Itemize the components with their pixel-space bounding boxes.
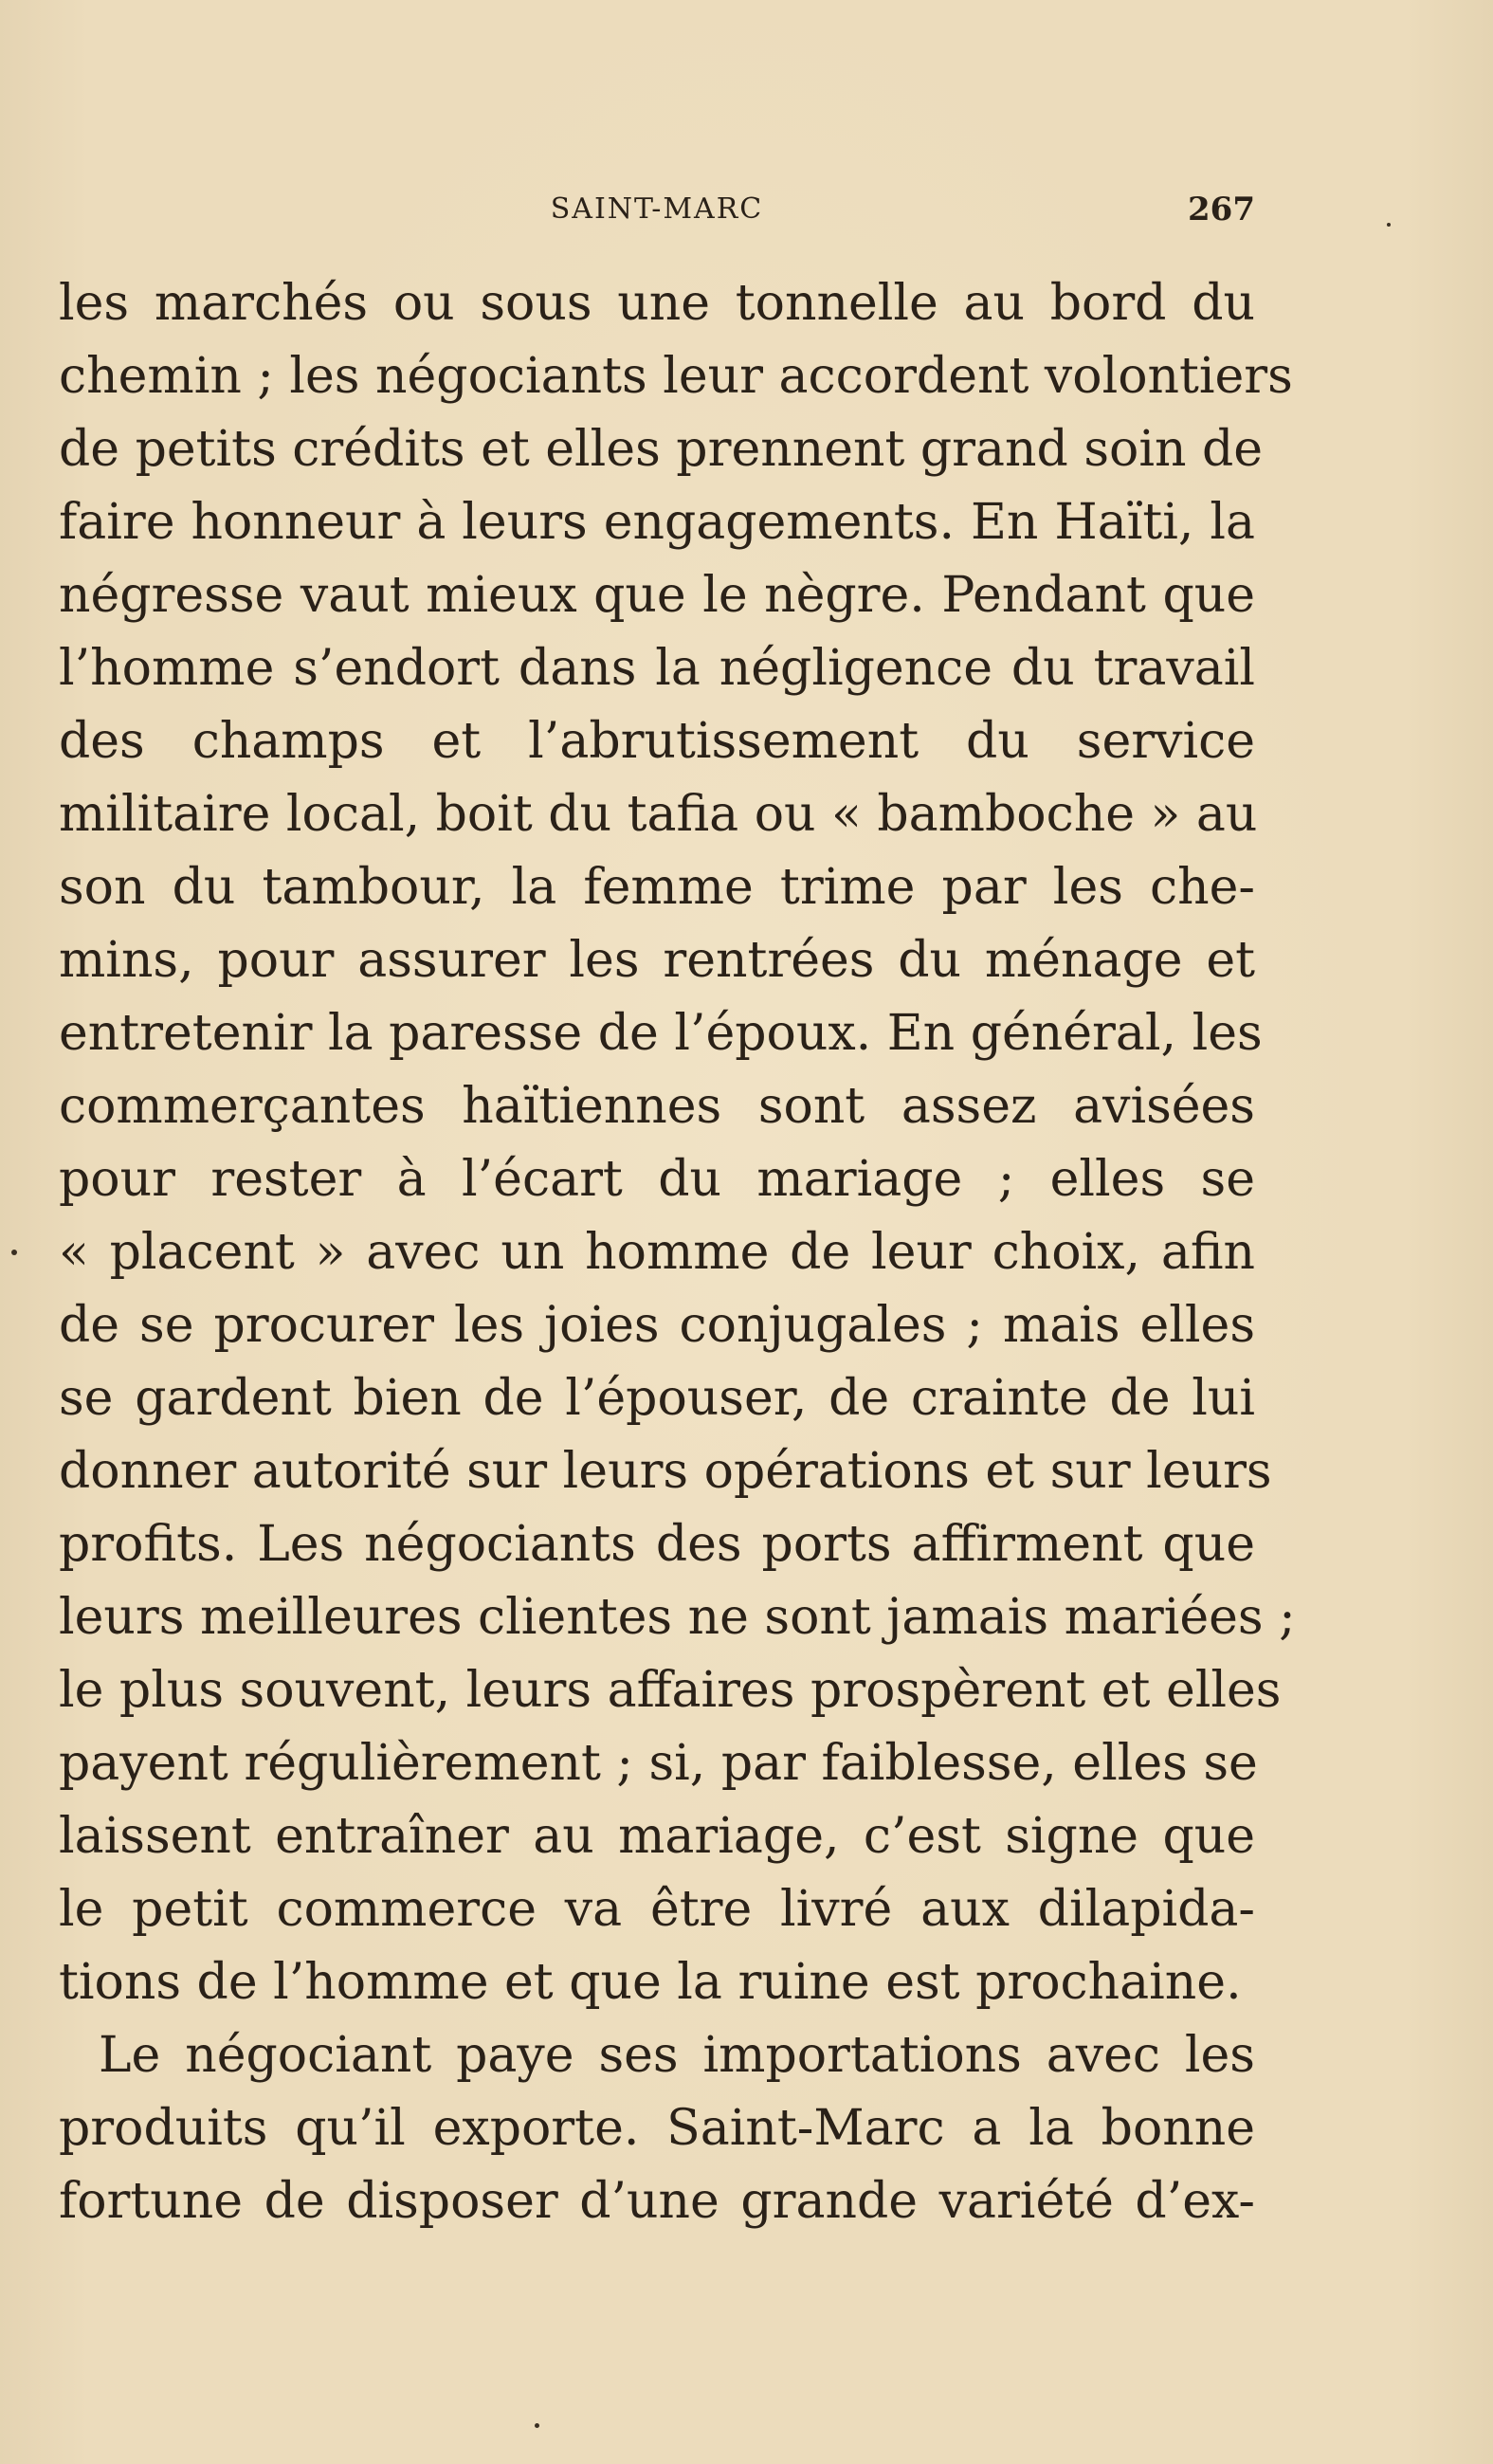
text-line: produits qu’il exporte. Saint-Marc a la bonne <box>59 2100 1255 2157</box>
text-line: leurs meilleures clientes ne sont jamais mariées ; <box>59 1589 1296 1646</box>
text-line: laissent entraîner au mariage, c’est signe que <box>59 1808 1255 1865</box>
text-line: profits. Les négociants des ports affirment que <box>59 1516 1255 1573</box>
text-line: les marchés ou sous une tonnelle au bord du <box>59 275 1255 332</box>
text-line: militaire local, boit du tafia ou « bamboche » au <box>59 786 1258 843</box>
text-line: le petit commerce va être livré aux dilapida- <box>59 1881 1255 1938</box>
text-line: son du tambour, la femme trime par les che- <box>59 859 1255 916</box>
text-line: commerçantes haïtiennes sont assez avisées <box>59 1078 1255 1135</box>
text-line: se gardent bien de l’épouser, de crainte de lui <box>59 1370 1255 1427</box>
text-line: négresse vaut mieux que le nègre. Pendant que <box>59 567 1255 624</box>
text-line: faire honneur à leurs engagements. En Haïti, la <box>59 494 1255 551</box>
text-line: payent régulièrement ; si, par faiblesse, elles se <box>59 1735 1258 1792</box>
text-line: des champs et l’abrutissement du service <box>59 713 1255 770</box>
margin-speck <box>11 1250 17 1255</box>
text-line: entretenir la paresse de l’époux. En général, les <box>59 1005 1263 1062</box>
text-line: le plus souvent, leurs affaires prospèrent et elles <box>59 1662 1282 1719</box>
margin-speck <box>535 2423 539 2428</box>
text-line: de se procurer les joies conjugales ; mais elles <box>59 1297 1255 1354</box>
body-text <box>59 267 1296 2238</box>
running-title: SAINT-MARC <box>550 192 764 226</box>
text-line: tions de l’homme et que la ruine est prochaine. <box>59 1954 1242 2011</box>
paragraph-start-line: Le négociant paye ses importations avec les <box>99 2027 1255 2084</box>
text-line: donner autorité sur leurs opérations et sur leurs <box>59 1443 1272 1500</box>
text-line: l’homme s’endort dans la négligence du travail <box>59 640 1255 697</box>
text-line: chemin ; les négociants leur accordent volontiers <box>59 348 1293 405</box>
text-line: de petits crédits et elles prennent grand soin de <box>59 421 1264 478</box>
text-line: mins, pour assurer les rentrées du ménage et <box>59 932 1255 989</box>
text-line: fortune de disposer d’une grande variété d’ex- <box>59 2173 1255 2230</box>
page-number: 267 <box>1188 191 1255 228</box>
text-line: « placent » avec un homme de leur choix, afin <box>59 1224 1255 1281</box>
running-head <box>59 186 1255 233</box>
text-line: pour rester à l’écart du mariage ; elles se <box>59 1151 1255 1208</box>
margin-speck <box>1387 223 1391 227</box>
